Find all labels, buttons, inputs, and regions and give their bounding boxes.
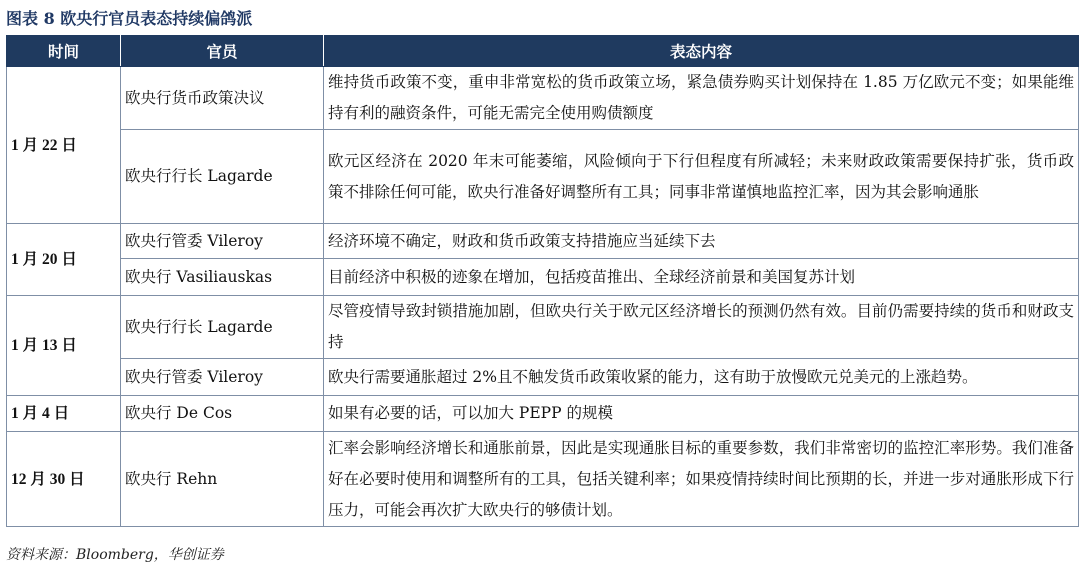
statement-cell: 欧元区经济在 2020 年末可能萎缩，风险倾向于下行但程度有所减轻；未来财政政策需要保持扩张，货币政策不排除任何可能，欧央行准备好调整所有工具；同事非常谨慎地监控汇率，因为其会影响通胀 bbox=[324, 130, 1079, 224]
source-note: 资料来源：Bloomberg，华创证券 bbox=[6, 547, 224, 563]
date-cell: 12 月 30 日 bbox=[7, 432, 121, 527]
statement-cell: 汇率会影响经济增长和通胀前景，因此是实现通胀目标的重要参数，我们非常密切的监控汇率形势。我们准备好在必要时使用和调整所有的工具，包括关键利率；如果疫情持续时间比预期的长，并进一步对通胀形成下行压力，可能会再次扩大欧央行的够债计划。 bbox=[324, 432, 1079, 527]
date-cell: 1 月 4 日 bbox=[7, 396, 121, 432]
statement-cell: 目前经济中积极的迹象在增加，包括疫苗推出、全球经济前景和美国复苏计划 bbox=[324, 259, 1079, 296]
official-cell: 欧央行货币政策决议 bbox=[121, 67, 324, 130]
date-cell: 1 月 13 日 bbox=[7, 296, 121, 396]
table-row bbox=[7, 259, 1079, 296]
table-row bbox=[7, 396, 1079, 432]
statements-table bbox=[6, 35, 1079, 527]
official-cell: 欧央行管委 Vileroy bbox=[121, 224, 324, 259]
official-cell: 欧央行行长 Lagarde bbox=[121, 130, 324, 224]
official-cell: 欧央行 Rehn bbox=[121, 432, 324, 527]
figure-title: 图表 8 欧央行官员表态持续偏鸽派 bbox=[6, 9, 253, 28]
table-header-row bbox=[7, 36, 1079, 67]
table-row bbox=[7, 130, 1079, 224]
header-official: 官员 bbox=[121, 36, 324, 67]
table-row bbox=[7, 67, 1079, 130]
header-statement: 表态内容 bbox=[324, 36, 1079, 67]
statement-cell: 如果有必要的话，可以加大 PEPP 的规模 bbox=[324, 396, 1079, 432]
header-time: 时间 bbox=[7, 36, 121, 67]
table-row bbox=[7, 359, 1079, 396]
statement-cell: 欧央行需要通胀超过 2%且不触发货币政策收紧的能力，这有助于放慢欧元兑美元的上涨趋势。 bbox=[324, 359, 1079, 396]
official-cell: 欧央行行长 Lagarde bbox=[121, 296, 324, 359]
table-row bbox=[7, 296, 1079, 359]
statement-cell: 经济环境不确定，财政和货币政策支持措施应当延续下去 bbox=[324, 224, 1079, 259]
date-cell: 1 月 20 日 bbox=[7, 224, 121, 296]
date-cell: 1 月 22 日 bbox=[7, 67, 121, 224]
table-row bbox=[7, 224, 1079, 259]
statement-cell: 尽管疫情导致封锁措施加剧，但欧央行关于欧元区经济增长的预测仍然有效。目前仍需要持续的货币和财政支持 bbox=[324, 296, 1079, 359]
official-cell: 欧央行 Vasiliauskas bbox=[121, 259, 324, 296]
statement-cell: 维持货币政策不变，重申非常宽松的货币政策立场，紧急债券购买计划保持在 1.85 万亿欧元不变；如果能维持有利的融资条件，可能无需完全使用购债额度 bbox=[324, 67, 1079, 130]
official-cell: 欧央行 De Cos bbox=[121, 396, 324, 432]
table-row bbox=[7, 432, 1079, 527]
official-cell: 欧央行管委 Vileroy bbox=[121, 359, 324, 396]
